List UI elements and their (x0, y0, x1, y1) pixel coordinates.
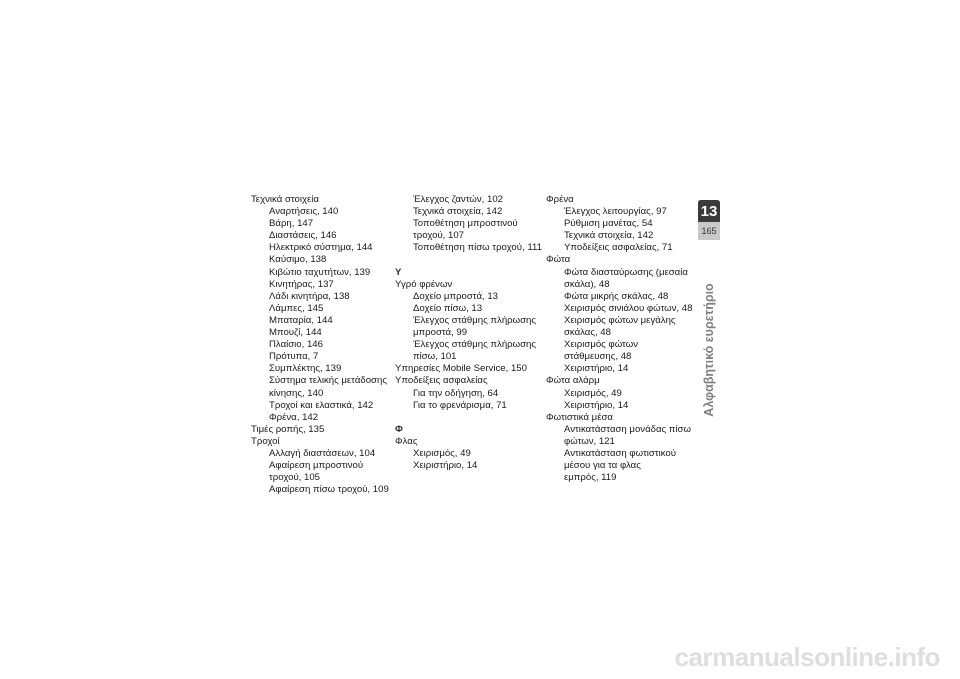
index-subentry: τροχού, 105 (269, 472, 321, 484)
index-gap (395, 412, 535, 424)
index-subentry: Πρότυπα, 7 (269, 351, 319, 363)
index-subentry: Ηλεκτρικό σύστημα, 144 (269, 242, 373, 254)
index-subentry: Έλεγχος ζαντών, 102 (413, 194, 504, 205)
index-subentry: μέσου για τα φλας (564, 460, 641, 472)
index-subentry: Υποδείξεις ασφαλείας, 71 (564, 242, 673, 254)
index-entry: Υπηρεσίες Mobile Service, 150 (395, 363, 527, 375)
index-subentry: Χειρισμός φώτων (564, 339, 638, 351)
index-subentry: Ρύθμιση μανέτας, 54 (564, 218, 653, 230)
index-subentry: σκάλα), 48 (564, 278, 610, 290)
index-subentry: στάθμευσης, 48 (564, 351, 632, 363)
chapter-number: 13 (698, 200, 720, 222)
index-subentry: Λάμπες, 145 (269, 302, 324, 314)
index-column-2 (395, 194, 542, 472)
index-subentry: Για την οδήγηση, 64 (413, 387, 499, 399)
index-subentry: πίσω, 101 (413, 351, 457, 363)
index-subentry: Αντικατάσταση φωτιστικού (564, 447, 677, 459)
index-subentry: Έλεγχος στάθμης πλήρωσης (413, 339, 536, 351)
index-subentry: Χειρισμός, 49 (564, 387, 622, 399)
index-subentry: Βάρη, 147 (269, 218, 314, 230)
index-subentry: Καύσιμο, 138 (269, 254, 327, 266)
index-subentry: Φώτα μικρής σκάλας, 48 (564, 290, 669, 302)
watermark: carmanualsonline.info (674, 642, 940, 672)
index-subentry: κίνησης, 140 (269, 387, 324, 399)
index-subentry: Κιβώτιο ταχυτήτων, 139 (269, 266, 371, 278)
index-subentry: Χειρισμός, 49 (413, 447, 471, 459)
index-subentry: σκάλας, 48 (564, 327, 611, 339)
index-subentry: Σύστημα τελικής μετάδοσης (269, 375, 387, 387)
index-subentry: Αναρτήσεις, 140 (269, 206, 339, 218)
index-letter-heading: Υ (395, 266, 402, 278)
index-subentry: Χειρισμός σινιάλου φώτων, 48 (564, 302, 693, 314)
index-entry: Φωτιστικά μέσα (546, 411, 613, 423)
index-subentry: μπροστά, 99 (413, 327, 468, 339)
index-subentry: Φρένα, 142 (269, 411, 319, 423)
index-subentry: εμπρός, 119 (564, 472, 617, 484)
index-subentry: Τεχνικά στοιχεία, 142 (564, 230, 654, 242)
index-letter-heading: Φ (395, 423, 403, 435)
index-subentry: Για το φρενάρισμα, 71 (413, 399, 507, 411)
index-subentry: Αφαίρεση μπροστινού (269, 460, 364, 472)
index-entry: Υποδείξεις ασφαλείας (395, 375, 488, 387)
index-subentry: Αλλαγή διαστάσεων, 104 (269, 447, 376, 459)
index-entry: Τεχνικά στοιχεία (251, 194, 319, 205)
index-column-1 (251, 194, 391, 496)
index-entry: Φώτα (546, 254, 571, 266)
index-subentry: Δοχείο πίσω, 13 (413, 302, 483, 314)
index-subentry: Συμπλέκτης, 139 (269, 363, 342, 375)
index-entry: Τιμές ροπής, 135 (251, 423, 325, 435)
index-subentry: Δοχείο μπροστά, 13 (413, 290, 498, 302)
index-subentry: Κινητήρας, 137 (269, 278, 334, 290)
index-subentry: Διαστάσεις, 146 (269, 230, 337, 242)
index-subentry: Τοποθέτηση πίσω τροχού, 111 (413, 242, 542, 254)
index-subentry: Φώτα διασταύρωσης (μεσαία (564, 266, 688, 278)
index-subentry: φώτων, 121 (564, 435, 615, 447)
index-gap (395, 254, 535, 266)
index-subentry: Αφαίρεση πίσω τροχού, 109 (269, 484, 389, 496)
index-entry: Υγρό φρένων (395, 278, 453, 290)
index-column-3 (546, 194, 693, 484)
index-entry: Φώτα αλάρμ (546, 375, 600, 387)
index-entry: Φλας (395, 435, 418, 447)
index-subentry: Μπαταρία, 144 (269, 314, 333, 326)
index-subentry: Χειρισμός φώτων μεγάλης (564, 314, 676, 326)
index-subentry: Έλεγχος λειτουργίας, 97 (564, 206, 667, 218)
chapter-tab (698, 200, 720, 240)
index-entry: Φρένα (546, 194, 574, 205)
index-entry: Τροχοί (251, 435, 280, 447)
index-subentry: Πλαίσιο, 146 (269, 339, 323, 351)
index-subentry: Χειριστήριο, 14 (564, 363, 629, 375)
index-subentry: Μπουζί, 144 (269, 327, 322, 339)
index-subentry: τροχού, 107 (413, 230, 465, 242)
side-section-title: Αλφαβητικό ευρετήριο (702, 283, 716, 417)
index-subentry: Τροχοί και ελαστικά, 142 (269, 399, 374, 411)
page-number: 165 (698, 222, 720, 240)
index-subentry: Τεχνικά στοιχεία, 142 (413, 206, 503, 218)
index-subentry: Χειριστήριο, 14 (564, 399, 629, 411)
index-subentry: Τοποθέτηση μπροστινού (413, 218, 518, 230)
index-subentry: Χειριστήριο, 14 (413, 460, 478, 472)
index-subentry: Αντικατάσταση μονάδας πίσω (564, 423, 691, 435)
index-subentry: Έλεγχος στάθμης πλήρωσης (413, 314, 536, 326)
index-subentry: Λάδι κινητήρα, 138 (269, 290, 350, 302)
